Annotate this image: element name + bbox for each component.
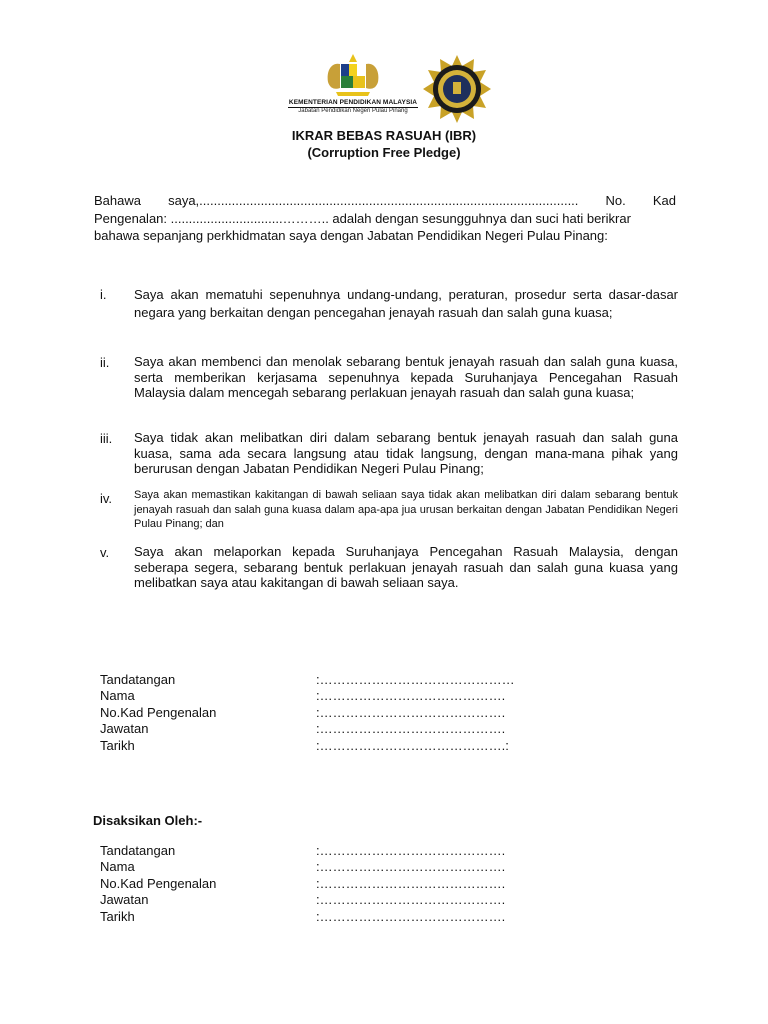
intro-word: Bahawa [94,193,141,208]
witness-position-field: :……………………………………. [316,892,506,907]
pledge-text: Saya akan memastikan kakitangan di bawah seliaan saya tidak akan melibatkan diri dalam sebarang bentuk jenayah rasuah dan salah guna kuasa dalam apa-apa jua urusan berkaitan dengan Jabatan Pendidikan Negeri Pulau Pinang; dan [134,489,678,530]
position-field: :……………………………………. [316,721,506,736]
intro-name-blank: saya,......................................................................................................... [168,193,579,208]
pledge-number: iv. [100,491,113,506]
signature-label: Tandatangan [100,672,176,687]
name-field: :……………………………………. [316,688,506,703]
witness-date-label: Tarikh [100,909,135,924]
macc-seal-icon [422,54,492,124]
pledge-text: Saya akan mematuhi sepenuhnya undang-undang, peraturan, prosedur serta dasar-dasar negara yang berkaitan dengan pencegahan jenayah rasuah dan salah guna kuasa; [134,287,678,320]
witness-signature-field: :……………………………………. [316,843,506,858]
witness-ic-number-field: :……………………………………. [316,876,506,891]
date-label: Tarikh [100,738,135,753]
witness-ic-number-label: No.Kad Pengenalan [100,876,217,891]
pledge-number: iii. [100,431,113,446]
witness-date-field: :……………………………………. [316,909,506,924]
intro-line-1 [94,193,676,209]
position-label: Jawatan [100,721,149,736]
ic-number-label: No.Kad Pengenalan [100,705,217,720]
pledge-number: ii. [100,355,110,370]
witness-position-label: Jawatan [100,892,149,907]
pledge-number: v. [100,545,110,560]
witness-name-label: Nama [100,859,135,874]
witness-heading: Disaksikan Oleh:- [93,813,203,828]
witness-name-field: :……………………………………. [316,859,506,874]
date-field: :…………………………………….: [316,738,509,753]
pledge-text: Saya akan membenci dan menolak sebarang bentuk jenayah rasuah dan salah guna kuasa, serta memberikan kerjasama sepenuhnya kepada Suruhanjaya Pencegahan Rasuah Malaysia dalam mencegah sebarang perlakuan jenayah rasuah dan salah guna kuasa; [134,354,678,400]
intro-line-3: bahawa sepanjang perkhidmatan saya dengan Jabatan Pendidikan Negeri Pulau Pinang: [94,228,608,243]
ic-number-field: :……………………………………. [316,705,506,720]
document-subtitle: (Corruption Free Pledge) [307,145,461,160]
pledge-text: Saya tidak akan melibatkan diri dalam sebarang bentuk jenayah rasuah dan salah guna kuasa, sama ada secara langsung atau tidak langsung, dengan mana-mana pihak yang berurusan dengan Jabatan Pendidikan Negeri Pulau Pinang; [134,430,678,476]
department-name: Jabatan Pendidikan Negeri Pulau Pinang [298,108,408,114]
pledge-text: Saya akan melaporkan kepada Suruhanjaya Pencegahan Rasuah Malaysia, dengan seberapa segera, sebarang bentuk perlakuan jenayah rasuah dan salah guna kuasa yang melibatkan saya atau kakitangan di bawah seliaan saya. [134,544,678,590]
witness-signature-label: Tandatangan [100,843,176,858]
pledge-number: i. [100,287,107,302]
intro-line-2: Pengenalan: ...............................……….. adalah dengan sesungguhnya dan suci hati berikrar [94,211,631,226]
name-label: Nama [100,688,135,703]
signature-field: :……………………………………… [316,672,515,687]
document-title: IKRAR BEBAS RASUAH (IBR) [291,128,477,143]
ministry-name: KEMENTERIAN PENDIDIKAN MALAYSIA [288,99,418,106]
intro-word: No. [605,193,626,208]
intro-word: Kad [652,193,676,208]
coat-of-arms-icon [322,52,384,100]
